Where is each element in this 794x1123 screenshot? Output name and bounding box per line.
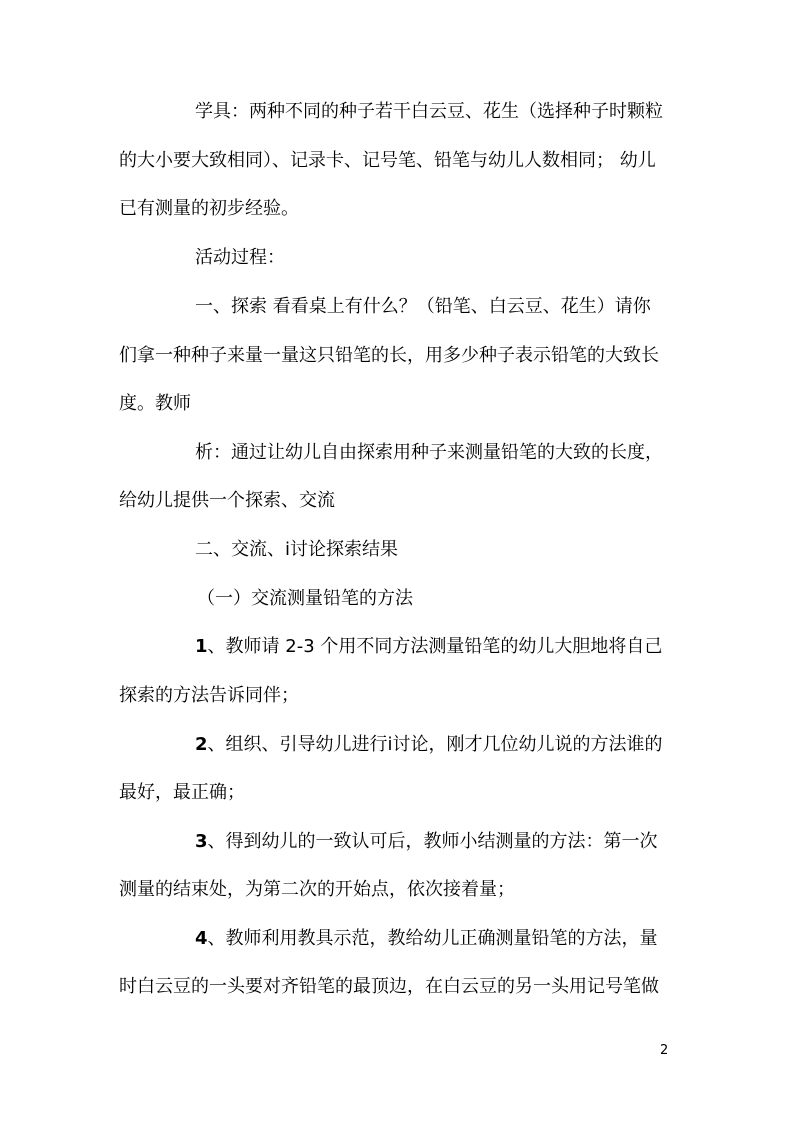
list-item	[195, 830, 658, 854]
text-line: 已有测量的初步经验。	[119, 198, 299, 219]
text-line: 学具：两种不同的种子若干白云豆、花生（选择种子时颗粒	[195, 101, 663, 122]
page-number: 2	[660, 1043, 669, 1058]
list-number: 3	[195, 831, 208, 852]
text-line: 给幼儿提供一个探索、交流	[119, 490, 335, 511]
text-line: 最好，最正确；	[119, 782, 245, 803]
list-item	[195, 733, 663, 757]
section-heading: 二、交流、i讨论探索结果	[195, 539, 398, 560]
text-line: 度。教师	[119, 393, 191, 414]
text-line: 一、探索 看看桌上有什么？（铅笔、白云豆、花生）请你	[195, 296, 651, 317]
text-line: 们拿一种种子来量一量这只铅笔的长，用多少种子表示铅笔的大致长	[119, 345, 659, 366]
section-heading: 活动过程：	[195, 247, 285, 268]
list-item-text: 、教师请 2-3 个用不同方法测量铅笔的幼儿大胆地将自己	[207, 636, 663, 657]
text-line: 时白云豆的一头要对齐铅笔的最顶边，在白云豆的另一头用记号笔做	[119, 976, 659, 997]
text-line: 探索的方法告诉同伴；	[119, 685, 299, 706]
subsection-heading: （一）交流测量铅笔的方法	[197, 588, 413, 609]
list-number: 2	[195, 734, 208, 755]
list-item-text: 、组织、引导幼儿进行i讨论，刚才几位幼儿说的方法谁的	[207, 734, 663, 755]
text-line: 测量的结束处，为第二次的开始点，依次接着量；	[119, 879, 515, 900]
list-number: 1	[195, 636, 208, 657]
list-item-text: 、教师利用教具示范，教给幼儿正确测量铅笔的方法，量	[207, 928, 658, 949]
text-line: 析：通过让幼儿自由探索用种子来测量铅笔的大致的长度，	[195, 442, 663, 463]
list-number: 4	[195, 928, 208, 949]
list-item	[195, 635, 662, 659]
text-line: 的大小要大致相同）、记录卡、记号笔、铅笔与幼儿人数相同； 幼儿	[119, 150, 656, 171]
list-item-text: 、得到幼儿的一致认可后，教师小结测量的方法：第一次	[207, 831, 658, 852]
list-item	[195, 927, 658, 951]
